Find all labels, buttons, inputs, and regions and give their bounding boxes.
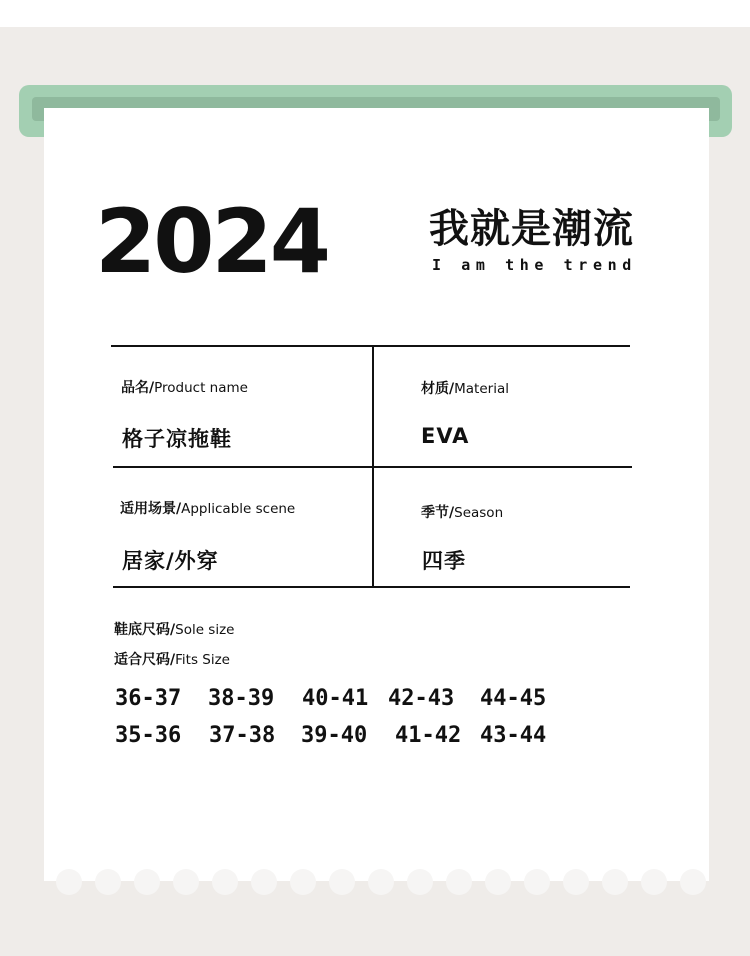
material-value: EVA (421, 424, 470, 448)
sole-size-label: 鞋底尺码/Sole size (114, 622, 235, 638)
scene-value: 居家/外穿 (122, 549, 219, 573)
scene-label: 适用场景/Applicable scene (120, 501, 296, 517)
sole-size-item: 38-39 (208, 686, 275, 711)
sole-size-item: 42-43 (388, 686, 455, 711)
season-label: 季节/Season (421, 505, 504, 521)
material-label: 材质/Material (421, 381, 509, 397)
sole-size-item: 36-37 (115, 686, 182, 711)
product-name-value: 格子凉拖鞋 (122, 427, 232, 451)
fit-size-item: 35-36 (115, 723, 182, 748)
season-value: 四季 (422, 549, 466, 573)
fits-size-label: 适合尺码/Fits Size (114, 652, 230, 668)
slogan-english: I am the trend (432, 256, 637, 274)
fit-size-item: 39-40 (301, 723, 368, 748)
sole-size-item: 40-41 (302, 686, 369, 711)
fit-size-item: 37-38 (209, 723, 276, 748)
fit-size-item: 41-42 (395, 723, 462, 748)
fit-size-item: 43-44 (480, 723, 547, 748)
table-top-border (111, 345, 630, 347)
sole-size-item: 44-45 (480, 686, 547, 711)
table-column-divider (372, 345, 374, 588)
year-heading: 2024 (95, 190, 328, 293)
slogan-chinese: 我就是潮流 (429, 206, 634, 252)
product-name-label: 品名/Product name (121, 380, 248, 396)
